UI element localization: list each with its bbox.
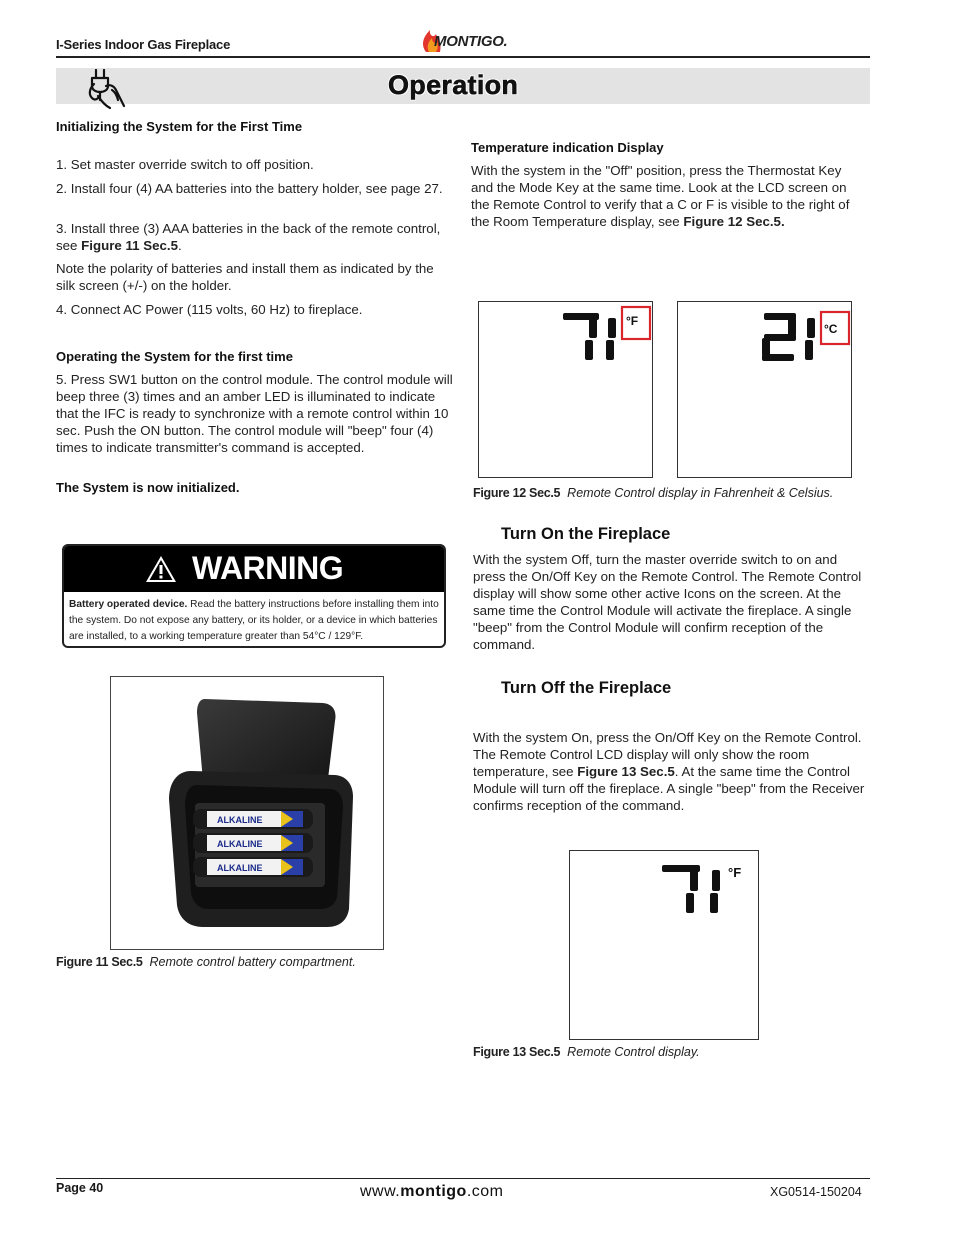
url-suffix: .com bbox=[466, 1183, 504, 1200]
warning-text: Read the battery instructions before installing them into the system. Do not expose any battery, or its holder, or a device in which batteries are installed, to a working temperature greater than 54°C / 129°F. bbox=[69, 599, 439, 642]
lcd-unit-c: °C bbox=[824, 322, 838, 336]
document-title: I-Series Indoor Gas Fireplace bbox=[56, 37, 231, 52]
turn-off-text-a: With the system On, press the On/Off Key on the Remote Control. The Remote Control LCD display will only show the room temperature, see bbox=[473, 730, 862, 779]
lcd-digits-71 bbox=[570, 851, 758, 1039]
lcd-unit-f: °F bbox=[626, 314, 639, 328]
step-3-text: 3. Install three (3) AAA batteries in the back of the remote control, see bbox=[56, 221, 441, 253]
figure-12-desc: Remote Control display in Fahrenheit & Celsius. bbox=[567, 486, 834, 500]
aaa-batteries bbox=[193, 809, 313, 877]
temp-heading: Temperature indication Display bbox=[471, 140, 664, 155]
step-3-figure-ref: Figure 11 Sec.5 bbox=[81, 238, 178, 253]
warning-box bbox=[62, 544, 446, 648]
warning-lead: Battery operated device. bbox=[69, 599, 188, 610]
step-4: 4. Connect AC Power (115 volts, 60 Hz) to fireplace. bbox=[56, 302, 363, 317]
footer-rule bbox=[56, 1178, 870, 1179]
operating-text: 5. Press SW1 button on the control module. The control module will beep three (3) times and an amber LED is illuminated to indicate that the IFC is ready to synchronize with a remote control within 10 sec. Push the ON button. The control module will "beep" four (4) times to indicate transmitter's command is accepted. bbox=[56, 372, 453, 455]
step-3 bbox=[56, 220, 451, 254]
polarity-note: Note the polarity of batteries and install them as indicated by the silk screen (+/-) on the holder. bbox=[56, 261, 434, 293]
battery-label: ALKALINE bbox=[217, 839, 263, 849]
warning-triangle-icon bbox=[144, 554, 178, 584]
temp-text bbox=[471, 162, 866, 230]
remote-battery-illustration bbox=[111, 677, 383, 949]
temp-figure-ref: Figure 12 Sec.5. bbox=[683, 214, 785, 229]
init-heading: Initializing the System for the First Time bbox=[56, 119, 303, 134]
battery-compartment-photo bbox=[110, 676, 384, 950]
figure-12-label: Figure 12 Sec.5 bbox=[473, 486, 561, 500]
turn-off-text-b: . At the same time the Control Module will turn off the fireplace. A single "beep" from the Receiver confirms reception of the command. bbox=[473, 764, 865, 813]
hand-plug-icon bbox=[84, 66, 134, 110]
initialized-note: The System is now initialized. bbox=[56, 480, 240, 495]
turn-off-figure-ref: Figure 13 Sec.5 bbox=[577, 764, 675, 779]
figure-11-caption bbox=[56, 955, 356, 969]
figure-13-desc: Remote Control display. bbox=[567, 1045, 700, 1059]
warning-title: WARNING bbox=[192, 550, 344, 586]
figure-13-caption bbox=[473, 1045, 700, 1059]
header-rule bbox=[56, 56, 870, 58]
figure-11-desc: Remote control battery compartment. bbox=[149, 955, 356, 969]
section-title: Operation bbox=[388, 70, 519, 100]
turn-off-heading: Turn Off the Fireplace bbox=[501, 679, 672, 697]
step-3-end: . bbox=[177, 238, 182, 253]
lcd-digits-71 bbox=[479, 302, 652, 477]
document-code: XG0514-150204 bbox=[770, 1185, 862, 1199]
page-number: Page 40 bbox=[56, 1181, 104, 1195]
brand-logo-text: MONTIGO. bbox=[434, 33, 508, 50]
battery-label: ALKALINE bbox=[217, 863, 263, 873]
website-url[interactable] bbox=[360, 1183, 504, 1201]
lcd-remote-display bbox=[569, 850, 759, 1040]
turn-on-text: With the system Off, turn the master override switch to on and press the On/Off Key on the Remote Control. The Remote Control display will show some other active Icons on the screen. At the same time the Control Module will activate the fireplace. A single "beep" from the Control Module will confirm reception of the command. bbox=[473, 552, 862, 652]
lcd-unit-f: °F bbox=[728, 865, 742, 880]
lcd-fahrenheit bbox=[478, 301, 653, 478]
operating-heading: Operating the System for the first time bbox=[56, 349, 293, 364]
battery-label: ALKALINE bbox=[217, 815, 263, 825]
figure-12-caption bbox=[473, 486, 833, 500]
warning-body bbox=[69, 597, 439, 645]
url-brand: montigo bbox=[400, 1183, 467, 1200]
figure-11-label: Figure 11 Sec.5 bbox=[56, 955, 143, 969]
turn-off-text bbox=[473, 729, 865, 814]
lcd-celsius bbox=[677, 301, 852, 478]
step-2: 2. Install four (4) AA batteries into the battery holder, see page 27. bbox=[56, 181, 443, 196]
warning-header bbox=[64, 546, 444, 592]
lcd-digits-21 bbox=[678, 302, 851, 477]
step-1: 1. Set master override switch to off position. bbox=[56, 157, 314, 172]
temp-text-body: With the system in the "Off" position, press the Thermostat Key and the Mode Key at the same time. Look at the LCD screen on the Remote Control to verify that a C or F is visible to the right of the Room Temperature display, see bbox=[471, 163, 850, 229]
turn-on-heading: Turn On the Fireplace bbox=[501, 525, 671, 543]
url-prefix: www. bbox=[360, 1183, 401, 1200]
figure-13-label: Figure 13 Sec.5 bbox=[473, 1045, 561, 1059]
